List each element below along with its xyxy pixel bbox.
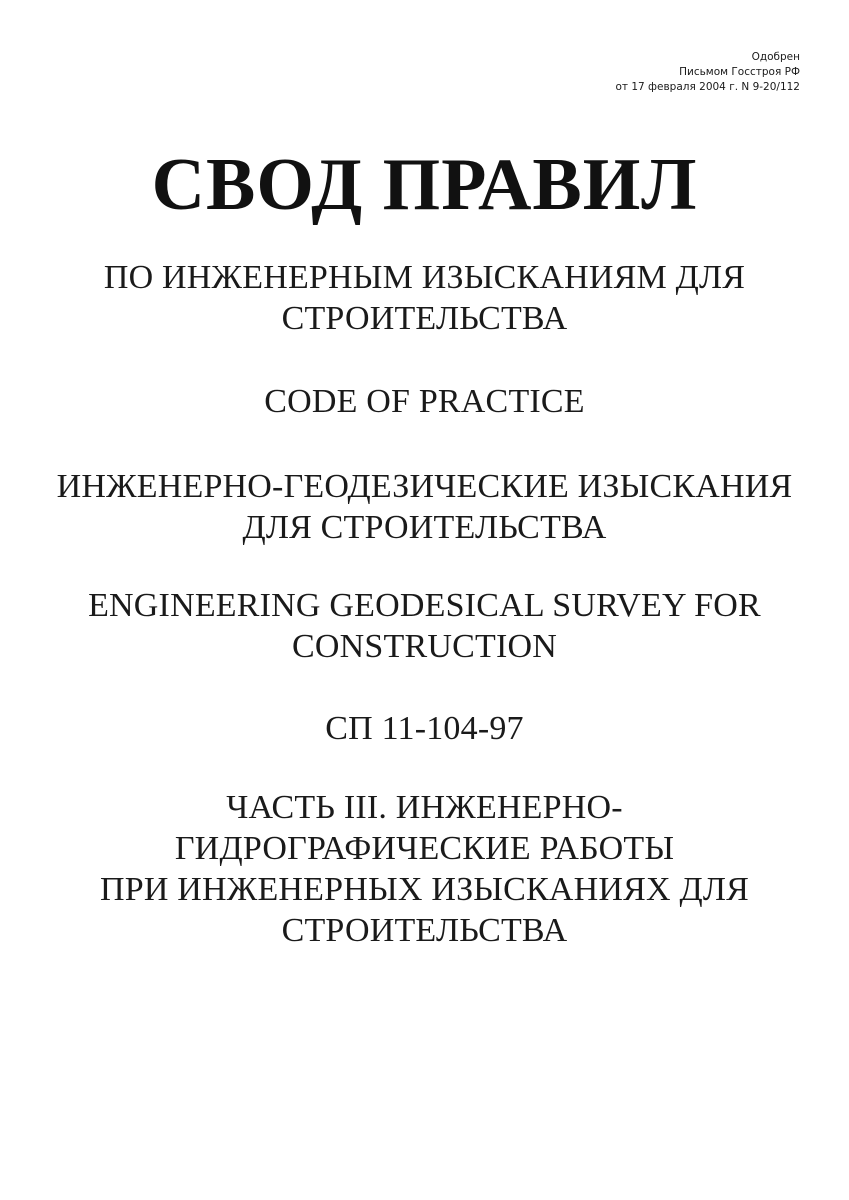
section-title-english: [0, 585, 849, 667]
section-title-english-line: ENGINEERING GEODESICAL SURVEY FOR: [88, 587, 761, 624]
document-title: СВОД ПРАВИЛ: [151, 144, 698, 226]
section-title-english-line: CONSTRUCTION: [292, 628, 557, 665]
approval-line: Письмом Госстроя РФ: [679, 66, 800, 78]
part-title-line: СТРОИТЕЛЬСТВА: [281, 912, 568, 949]
subtitle-english-line: CODE OF PRACTICE: [264, 383, 585, 420]
subtitle-russian-line: СТРОИТЕЛЬСТВА: [281, 300, 568, 337]
part-title-line: ГИДРОГРАФИЧЕСКИЕ РАБОТЫ: [174, 830, 675, 867]
part-title: [0, 787, 849, 951]
document-code-text: СП 11-104-97: [325, 710, 524, 747]
section-title-russian-line: ИНЖЕНЕРНО-ГЕОДЕЗИЧЕСКИЕ ИЗЫСКАНИЯ: [56, 468, 793, 505]
document-code: [0, 708, 849, 749]
approval-note: [615, 50, 800, 95]
subtitle-english: [0, 381, 849, 422]
part-title-line: ЧАСТЬ III. ИНЖЕНЕРНО-: [226, 789, 623, 826]
approval-line: от 17 февраля 2004 г. N 9-20/112: [615, 81, 800, 93]
subtitle-russian: [0, 257, 849, 339]
approval-line: Одобрен: [751, 51, 800, 63]
section-title-russian-line: ДЛЯ СТРОИТЕЛЬСТВА: [242, 509, 607, 546]
section-title-russian: [0, 466, 849, 548]
part-title-line: ПРИ ИНЖЕНЕРНЫХ ИЗЫСКАНИЯХ ДЛЯ: [99, 871, 750, 908]
subtitle-russian-line: ПО ИНЖЕНЕРНЫМ ИЗЫСКАНИЯМ ДЛЯ: [103, 259, 746, 296]
